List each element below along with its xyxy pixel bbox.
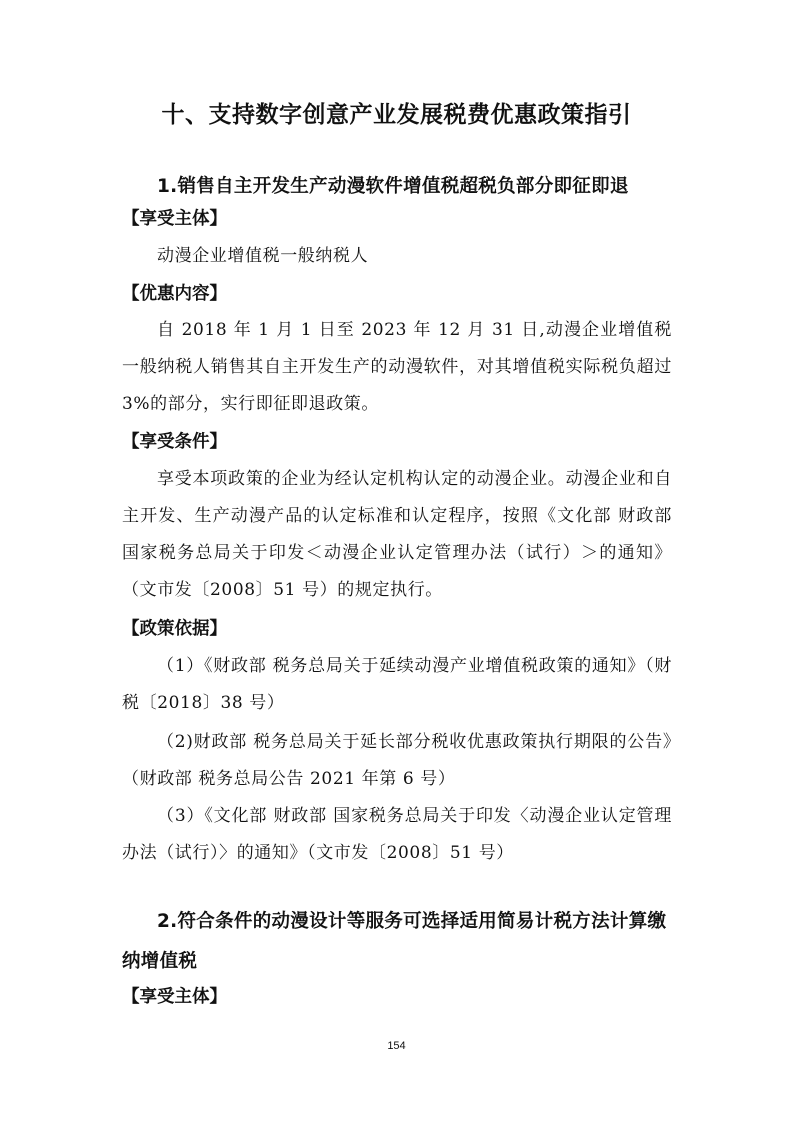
basis-item-2: （2)财政部 税务总局关于延长部分税收优惠政策执行期限的公告》（财政部 税务总局公告 2021 年第 6 号） [122, 732, 672, 789]
section-1-conditions-label: 【享受条件】 [122, 432, 227, 452]
section-1-content-label: 【优惠内容】 [122, 284, 227, 304]
page-number: 154 [387, 1040, 406, 1052]
basis-item-1: （1）《财政部 税务总局关于延续动漫产业增值税政策的通知》（财税〔2018〕38 号） [122, 656, 672, 713]
section-1-subject-label: 【享受主体】 [122, 209, 227, 229]
section-2-subject-label: 【享受主体】 [122, 987, 227, 1007]
section-1-subject-text: 动漫企业增值税一般纳税人 [157, 246, 369, 266]
section-1-heading: 1.销售自主开发生产动漫软件增值税超税负部分即征即退 [157, 176, 629, 197]
section-2-heading: 2.符合条件的动漫设计等服务可选择适用简易计税方法计算缴纳增值税 [122, 911, 667, 972]
page-title: 十、支持数字创意产业发展税费优惠政策指引 [161, 102, 632, 128]
section-1-content-text: 自 2018 年 1 月 1 日至 2023 年 12 月 31 日,动漫企业增值税一般纳税人销售其自主开发生产的动漫软件，对其增值税实际税负超过3%的部分，实行即征即退政策。 [122, 320, 672, 414]
section-1-conditions-text: 享受本项政策的企业为经认定机构认定的动漫企业。动漫企业和自主开发、生产动漫产品的认定标准和认定程序，按照《文化部 财政部 国家税务总局关于印发＜动漫企业认定管理办法（试行）＞的通知》（文市发〔2008〕51 号）的规定执行。 [122, 469, 672, 600]
basis-item-3: （3）《文化部 财政部 国家税务总局关于印发〈动漫企业认定管理办法（试行）〉的通知》（文市发〔2008〕51 号） [122, 806, 672, 863]
section-1-basis-label: 【政策依据】 [122, 619, 227, 639]
